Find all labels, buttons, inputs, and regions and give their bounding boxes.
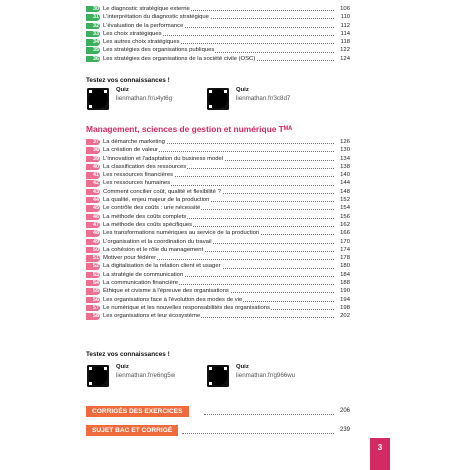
- chapter-title: L'organisation et la coordination du travail: [103, 238, 212, 245]
- toc-row[interactable]: [86, 5, 350, 13]
- chapter-number: 35: [86, 47, 100, 53]
- chapter-number: 32: [86, 23, 100, 29]
- chapter-number: 48: [86, 230, 100, 236]
- chapter-title: Le diagnostic stratégique externe: [103, 6, 190, 12]
- chapter-number: 33: [86, 31, 100, 37]
- toc-row[interactable]: [86, 271, 350, 279]
- page-ref: 134: [335, 155, 350, 163]
- chapter-number: 57: [86, 305, 100, 311]
- chapter-title: La cohésion et le rôle du management: [103, 246, 204, 253]
- page-ref: 148: [335, 188, 350, 196]
- toc-row[interactable]: [86, 196, 350, 204]
- toc-row[interactable]: [86, 30, 350, 38]
- chapter-number: 45: [86, 205, 100, 211]
- toc-row[interactable]: [86, 46, 350, 54]
- chapter-title: L'innovation et l'adaptation du business model: [103, 155, 224, 162]
- leader-dots: [204, 414, 334, 415]
- qr-code-icon: [206, 364, 230, 388]
- chapter-title: La classification des ressources: [103, 163, 187, 170]
- toc-row[interactable]: [86, 296, 350, 304]
- chapter-title: Les stratégies des organisations de la société civile (OSC): [103, 55, 256, 62]
- quiz-link[interactable]: [206, 87, 316, 113]
- toc-row[interactable]: [86, 221, 350, 229]
- chapter-title: L'évaluation de la performance: [103, 22, 184, 29]
- chapter-number: 50: [86, 247, 100, 253]
- toc-section-1: [86, 5, 350, 63]
- page-ref: 126: [335, 138, 350, 146]
- page-ref: 106: [335, 5, 350, 13]
- quiz-label: Quiz: [116, 87, 129, 93]
- chapter-title: Éthique et civisme à l'épreuve des organisations: [103, 288, 229, 295]
- quiz-link[interactable]: [206, 364, 316, 390]
- quiz-label: Quiz: [116, 364, 129, 370]
- corriges-row[interactable]: [86, 406, 350, 418]
- section-title: Management, sciences de gestion et numérique Tᴹᴬ: [86, 124, 293, 134]
- chapter-title: La stratégie de communication: [103, 271, 184, 278]
- chapter-number: 58: [86, 313, 100, 319]
- toc-row[interactable]: [86, 312, 350, 320]
- page-ref: 174: [335, 246, 350, 254]
- page-ref: 112: [335, 22, 350, 30]
- toc-row[interactable]: [86, 213, 350, 221]
- toc-row[interactable]: [86, 38, 350, 46]
- page-ref: 114: [335, 30, 350, 38]
- quiz-link[interactable]: [86, 364, 186, 390]
- chapter-number: 52: [86, 263, 100, 269]
- toc-row[interactable]: [86, 262, 350, 270]
- page-ref: 194: [335, 296, 350, 304]
- chapter-title: Les ressources humaines: [103, 180, 171, 187]
- chapter-number: 39: [86, 156, 100, 162]
- chapter-number: 44: [86, 197, 100, 203]
- chapter-title: L'interprétation du diagnostic stratégique: [103, 14, 209, 21]
- page-ref: 152: [335, 196, 350, 204]
- chapter-number: 38: [86, 147, 100, 153]
- page-ref: 138: [335, 163, 350, 171]
- quiz-link[interactable]: [86, 87, 186, 113]
- chapter-number: 46: [86, 214, 100, 220]
- chapter-number: 40: [86, 164, 100, 170]
- chapter-title: La démarche marketing: [103, 139, 165, 145]
- toc-row[interactable]: [86, 22, 350, 30]
- sujet-row[interactable]: [86, 425, 350, 437]
- toc-row[interactable]: [86, 246, 350, 254]
- leader-dots: [182, 433, 334, 434]
- chapter-title: Les transformations numériques au service de la production: [103, 230, 260, 237]
- chapter-title: La méthode des coûts spécifiques: [103, 221, 193, 228]
- toc-row[interactable]: [86, 138, 350, 146]
- toc-row[interactable]: [86, 279, 350, 287]
- page-ref: 130: [335, 146, 350, 154]
- chapter-title: Motiver pour fédérer: [103, 255, 157, 262]
- chapter-title: Les stratégies des organisations publiques: [103, 47, 215, 54]
- page-ref: 156: [335, 213, 350, 221]
- page-ref: 188: [335, 279, 350, 287]
- page-ref: 180: [335, 262, 350, 270]
- quiz-url[interactable]: lienmathan.fr/e6ng5w: [116, 372, 176, 379]
- quiz-label: Quiz: [236, 87, 249, 93]
- qr-code-icon: [86, 364, 110, 388]
- toc-row[interactable]: [86, 155, 350, 163]
- page-ref: 118: [335, 38, 350, 46]
- toc-section-2: [86, 138, 350, 321]
- toc-row[interactable]: [86, 13, 350, 21]
- qr-code-icon: [206, 87, 230, 111]
- page-ref: 178: [335, 254, 350, 262]
- toc-row[interactable]: [86, 229, 350, 237]
- chapter-title: Les organisations et leur écosystème: [103, 313, 201, 320]
- chapter-title: Les choix stratégiques: [103, 30, 162, 37]
- chapter-number: 43: [86, 189, 100, 195]
- quiz-label: Quiz: [236, 364, 249, 370]
- qr-code-icon: [86, 87, 110, 111]
- page-ref: 184: [335, 271, 350, 279]
- chapter-number: 36: [86, 56, 100, 62]
- chapter-title: Les organisations face à l'évolution des modes de vie: [103, 296, 243, 303]
- chapter-number: 51: [86, 255, 100, 261]
- chapter-title: La méthode des coûts complets: [103, 213, 187, 220]
- quiz-url[interactable]: lienmathan.fr/u4yt6g: [116, 95, 173, 102]
- page-ref: 166: [335, 229, 350, 237]
- page-ref: 144: [335, 179, 350, 187]
- page-ref: 190: [335, 287, 350, 295]
- toc-row[interactable]: [86, 163, 350, 171]
- page-ref: 239: [339, 427, 350, 433]
- chapter-number: 41: [86, 172, 100, 178]
- page-ref: 206: [339, 408, 350, 414]
- chapter-number: 53: [86, 272, 100, 278]
- toc-row[interactable]: [86, 204, 350, 212]
- toc-row[interactable]: [86, 188, 350, 196]
- page-ref: 170: [335, 238, 350, 246]
- page-ref: 198: [335, 304, 350, 312]
- chapter-number: 56: [86, 297, 100, 303]
- page-ref: 154: [335, 204, 350, 212]
- chapter-title: La qualité, enjeu majeur de la production: [103, 197, 210, 204]
- chapter-number: 30: [86, 6, 100, 12]
- quiz-heading: Testez vos connaissances !: [86, 351, 170, 358]
- toc-row[interactable]: [86, 287, 350, 295]
- chapter-number: 47: [86, 222, 100, 228]
- chapter-number: 31: [86, 14, 100, 20]
- corriges-button[interactable]: CORRIGÉS DES EXERCICES: [86, 406, 189, 417]
- page-ref: 162: [335, 221, 350, 229]
- toc-row[interactable]: [86, 254, 350, 262]
- page-ref: 202: [335, 312, 350, 320]
- toc-row[interactable]: [86, 238, 350, 246]
- chapter-title: Le contrôle des coûts : une nécessité: [103, 205, 201, 212]
- chapter-title: Les ressources financières: [103, 172, 174, 179]
- chapter-title: Les autres choix stratégiques: [103, 39, 180, 46]
- toc-row[interactable]: [86, 171, 350, 179]
- chapter-number: 34: [86, 39, 100, 45]
- page-ref: 122: [335, 46, 350, 54]
- chapter-number: 54: [86, 280, 100, 286]
- toc-row[interactable]: [86, 179, 350, 187]
- page-number-tab: 3: [370, 438, 390, 470]
- quiz-url[interactable]: lienmathan.fr/g966wu: [236, 372, 296, 379]
- page-ref: 124: [335, 55, 350, 63]
- chapter-number: 49: [86, 239, 100, 245]
- chapter-number: 37: [86, 139, 100, 145]
- sujet-bac-button[interactable]: SUJET BAC ET CORRIGÉ: [86, 425, 178, 436]
- toc-row[interactable]: [86, 55, 350, 63]
- page-ref: 140: [335, 171, 350, 179]
- toc-row[interactable]: [86, 146, 350, 154]
- chapter-title: La création de valeur: [103, 147, 159, 154]
- chapter-number: 55: [86, 288, 100, 294]
- page-ref: 110: [335, 13, 350, 21]
- chapter-title: La communication financière: [103, 280, 178, 287]
- quiz-heading: Testez vos connaissances !: [86, 77, 170, 84]
- toc-row[interactable]: [86, 304, 350, 312]
- chapter-title: Le numérique et les nouvelles responsabilités des organisations: [103, 304, 271, 311]
- chapter-title: La digitalisation de la relation client et usager: [103, 263, 221, 270]
- quiz-url[interactable]: lienmathan.fr/3c8d7: [236, 95, 291, 102]
- chapter-title: Comment concilier coût, qualité et flexibilité ?: [103, 188, 221, 195]
- chapter-number: 42: [86, 180, 100, 186]
